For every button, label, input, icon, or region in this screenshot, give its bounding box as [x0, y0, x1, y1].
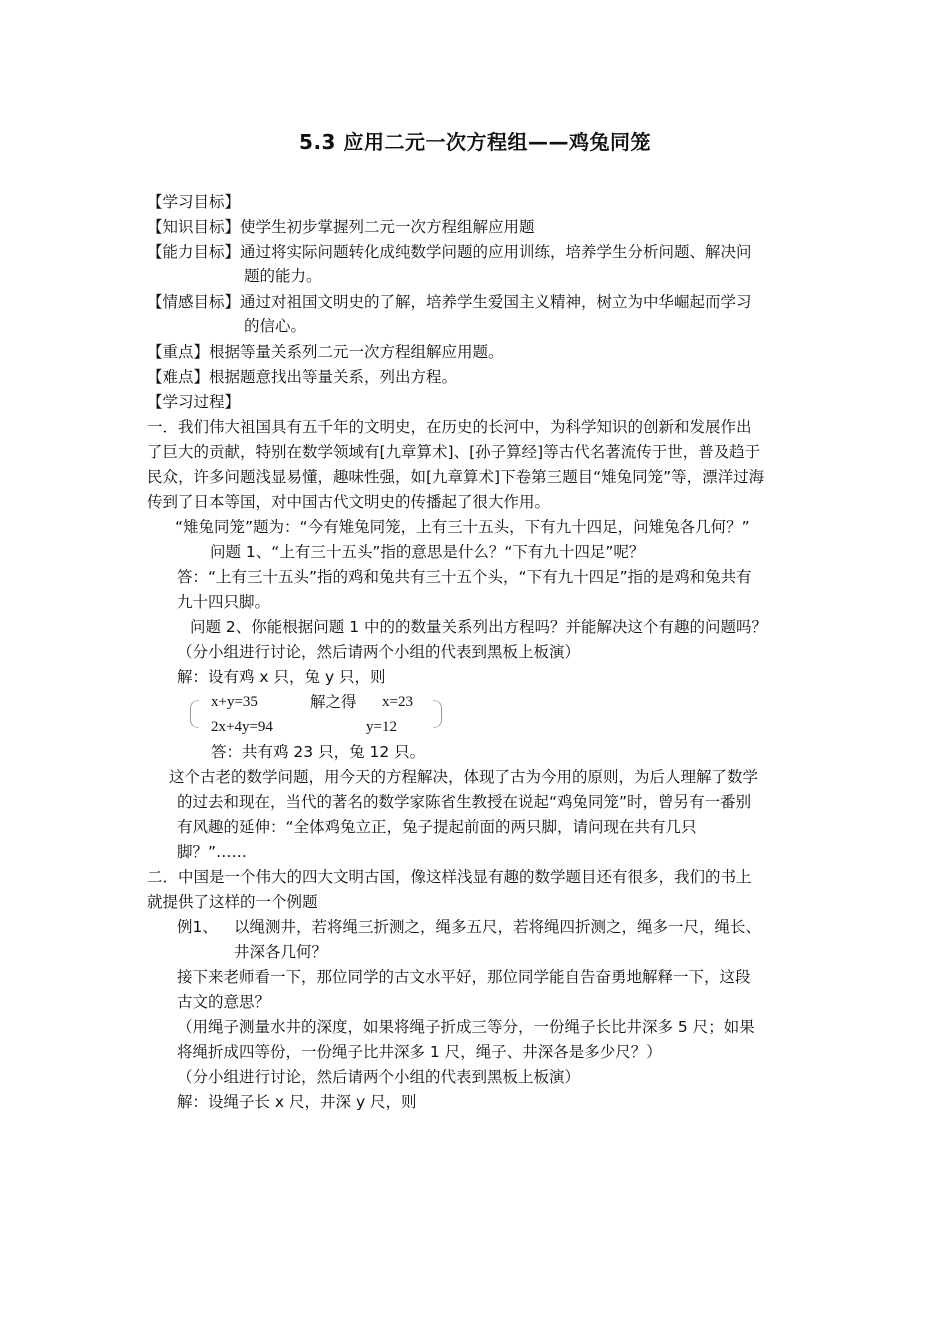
key-point: 【重点】根据等量关系列二元一次方程组解应用题。 [147, 343, 504, 361]
part1-para1-line2: 了巨大的贡献，特别在数学领域有[九章算术]、[孙子算经]等古代名著流传于世，普及趋于 [147, 443, 761, 461]
equation-2: 2x+4y=94 [211, 719, 273, 735]
part2-intro-line1: 二．中国是一个伟大的四大文明古国，像这样浅显有趣的数学题目还有很多，我们的书上 [147, 868, 752, 886]
explanation-line2: 将绳折成四等份，一份绳子比井深多 1 尺，绳子、井深各是多少尺？） [177, 1043, 662, 1061]
part1-para1-line1: 一．我们伟大祖国具有五千年的文明史，在历史的长河中，为科学知识的创新和发展作出 [147, 418, 752, 436]
solution-x: x=23 [382, 694, 413, 710]
example-text-line1: 以绳测井，若将绳三折测之，绳多五尺，若将绳四折测之，绳多一尺，绳长、 [234, 918, 762, 936]
part1-para1-line3: 民众，许多问题浅显易懂，趣味性强，如[九章算术]下卷第三题目“雉兔同笼”等，漂洋过海 [147, 468, 765, 486]
emotion-objective-line1: 【情感目标】通过对祖国文明史的了解，培养学生爱国主义精神，树立为中华崛起而学习 [147, 293, 752, 311]
part1-para2-line4: 脚？”…… [177, 843, 248, 861]
ability-objective-line2: 题的能力。 [244, 267, 322, 285]
solution-y: y=12 [366, 719, 397, 735]
example-text-line2: 井深各几何？ [234, 943, 328, 961]
question-2: 问题 2、你能根据问题 1 中的的数量关系列出方程吗？并能解决这个有趣的问题吗？ [190, 618, 768, 636]
process-heading: 【学习过程】 [147, 393, 241, 411]
knowledge-objective: 【知识目标】使学生初步掌握列二元一次方程组解应用题 [147, 218, 535, 236]
difficulty-point: 【难点】根据题意找出等量关系，列出方程。 [147, 368, 458, 386]
example-label: 例1、 [177, 918, 218, 936]
objectives-heading: 【学习目标】 [147, 193, 241, 211]
equation-1: x+y=35 [211, 694, 258, 710]
part1-para2-line3: 有风趣的延伸：“全体鸡兔立正，兔子提起前面的两只脚，请问现在共有几只 [177, 818, 697, 836]
explanation-line1: （用绳子测量水井的深度，如果将绳子折成三等分，一份绳子长比井深多 5 尺；如果 [177, 1018, 755, 1036]
ability-objective-line1: 【能力目标】通过将实际问题转化成纯数学问题的应用训练，培养学生分析问题、解决问 [147, 243, 752, 261]
part2-discussion-note: （分小组进行讨论，然后请两个小组的代表到黑板上板演） [177, 1068, 581, 1086]
question-1: 问题 1、“上有三十五头”指的意思是什么？“下有九十四足”呢？ [210, 543, 645, 561]
part1-para1-line4: 传到了日本等国，对中国古代文明史的传播起了很大作用。 [147, 493, 551, 511]
part2-intro-line2: 就提供了这样的一个例题 [147, 893, 318, 911]
part1-para2-line1: 这个古老的数学问题，用今天的方程解决，体现了古为今用的原则，为后人理解了数学 [169, 768, 759, 786]
final-answer: 答：共有鸡 23 只，兔 12 只。 [211, 743, 426, 761]
page-title: 5.3 应用二元一次方程组——鸡兔同笼 [299, 130, 651, 154]
solution-setup: 解：设有鸡 x 只，兔 y 只，则 [177, 668, 386, 686]
answer-1-line2: 九十四只脚。 [177, 593, 271, 611]
part2-solution-setup: 解：设绳子长 x 尺，井深 y 尺，则 [177, 1093, 417, 1111]
discussion-note: （分小组进行讨论，然后请两个小组的代表到黑板上板演） [177, 643, 581, 661]
emotion-objective-line2: 的信心。 [244, 317, 307, 335]
teacher-prompt-line2: 古文的意思？ [177, 993, 271, 1011]
part1-para2-line2: 的过去和现在，当代的著名的数学家陈省生教授在说起“鸡兔同笼”时，曾另有一番别 [177, 793, 752, 811]
solve-label: 解之得 [310, 693, 357, 711]
teacher-prompt-line1: 接下来老师看一下，那位同学的古文水平好，那位同学能自告奋勇地解释一下，这段 [177, 968, 751, 986]
problem-statement: “雉兔同笼”题为：“今有雉兔同笼，上有三十五头，下有九十四足，问雉兔各几何？” [175, 518, 750, 536]
left-brace [190, 700, 199, 728]
answer-1-line1: 答：“上有三十五头”指的鸡和兔共有三十五个头，“下有九十四足”指的是鸡和兔共有 [177, 568, 752, 586]
right-brace [433, 700, 442, 728]
